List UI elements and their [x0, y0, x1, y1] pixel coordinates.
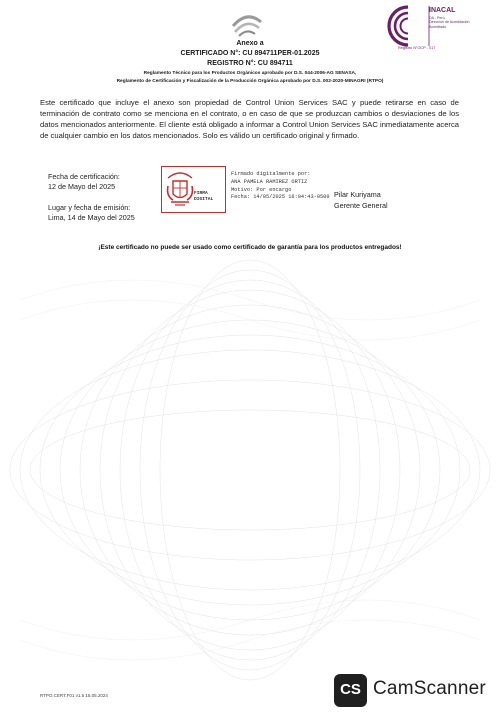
signature-line-2: ANA PAMELA RAMIREZ ORTIZ: [231, 178, 308, 185]
inacal-sub-line2: Dirección de Acreditación: [429, 20, 470, 25]
stamp-line-1: FIRMA: [194, 191, 208, 196]
signature-line-1: Firmado digitalmente por:: [231, 171, 311, 177]
top-emblem-logo: [229, 8, 265, 38]
digital-signature-details: [231, 171, 330, 202]
certification-date-value: 12 de Mayo del 2025: [48, 182, 116, 191]
stamp-label: [194, 191, 213, 203]
camscanner-logo: [334, 674, 367, 707]
inacal-subtitle: [429, 16, 481, 29]
stamp-line-2: DIGITAL: [194, 197, 214, 202]
digital-signature-stamp: [161, 166, 226, 213]
camscanner-badge-text: CS: [340, 681, 361, 698]
regulation-line-2: Reglamento de Certificación y Fiscalización de la Producción Orgánica aprobado por D.S. 002-2020-MINAGRI (RTPO): [116, 79, 384, 84]
regulation-line-1: Reglamento Técnico para los Productos Orgánicos aprobado por D.S. 044-2006-AG SENASA,: [143, 71, 357, 76]
certification-date-label: Fecha de certificación:: [48, 172, 120, 181]
signer-title: Gerente General: [334, 201, 388, 210]
inacal-sub-line1: DA - Perú: [429, 16, 445, 20]
ownership-paragraph: Este certificado que incluye el anexo son propiedad de Control Union Services SAC y puede retirarse en caso de terminación de contrato como se menciona en el contrato, o en caso de que se produzcan cambios o desviaciones de los datos mencionados anteriormente. El cliente está obligado a informar a Control Union Services SAC inmediatamente acerca de cualquier cambio en los datos mencionados. Solo es válido un certificado original y firmado.: [40, 98, 459, 140]
warning-notice: ¡Este certificado no puede ser usado como certificado de garantía para los productos entregados!: [98, 244, 402, 251]
inacal-name: INACAL: [429, 7, 456, 14]
certificate-number: CERTIFICADO N°: CU 894711PER-01.2025: [180, 50, 320, 57]
registry-number: REGISTRO N°: CU 894711: [207, 60, 293, 67]
form-version-footer: RTPO.CERT.F01 v1.5 15.05.2024: [40, 693, 108, 698]
signature-line-3: Motivo: Por encargo: [231, 186, 292, 193]
signature-line-4: Fecha: 14/05/2025 16:04:43-0500: [231, 194, 330, 201]
camscanner-wordmark: CamScanner: [373, 678, 486, 699]
inacal-registry: Registro N°OCP - 017: [398, 46, 436, 50]
inacal-sub-line3: Acreditado: [429, 24, 447, 29]
issue-date-label: Lugar y fecha de emisión:: [48, 203, 131, 212]
annex-title: Anexo a: [236, 40, 264, 47]
peru-coat-of-arms-icon: [165, 170, 195, 208]
signer-name: Pilar Kuriyama: [334, 190, 381, 199]
issue-date-value: Lima, 14 de Mayo del 2025: [48, 213, 135, 222]
